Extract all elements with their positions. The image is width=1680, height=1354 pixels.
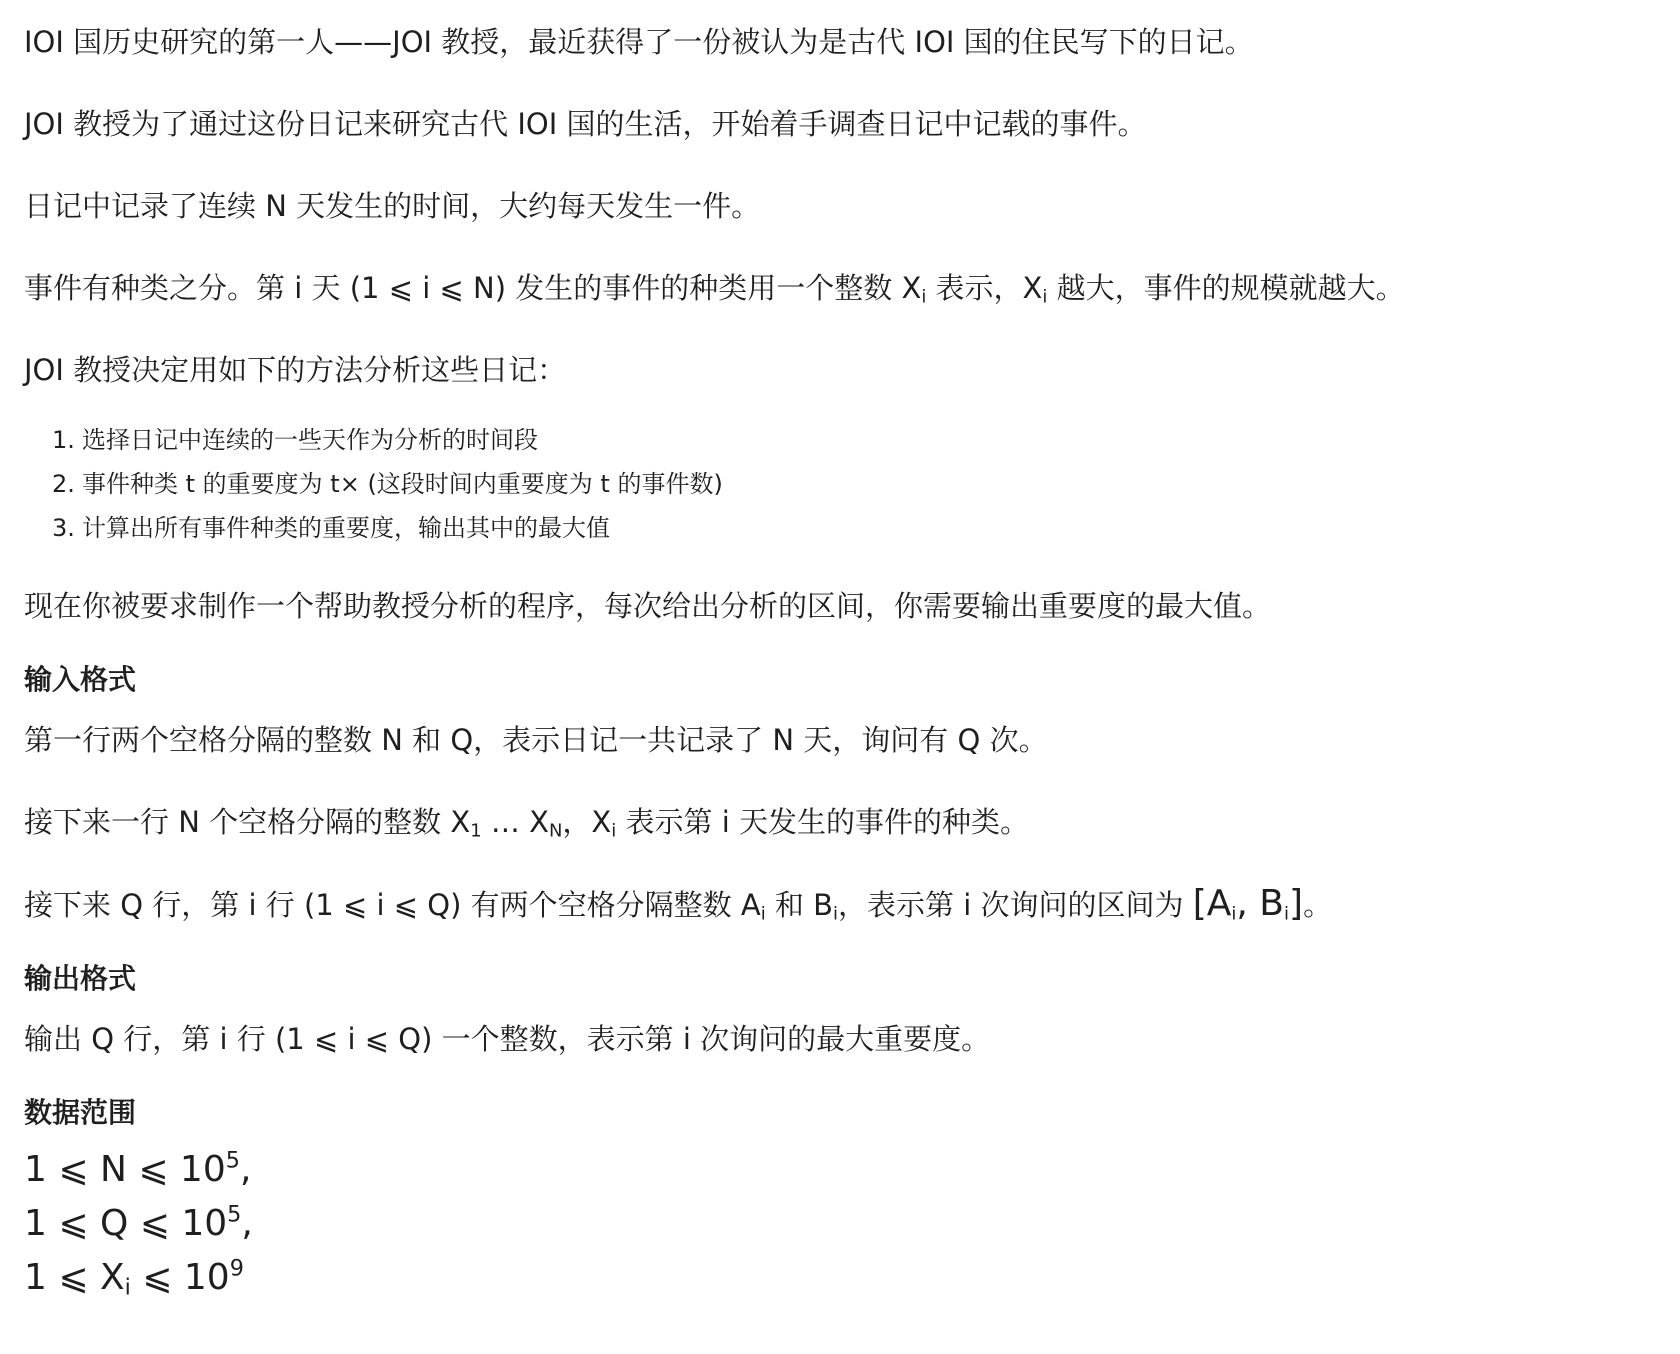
intro-paragraph-5: JOI 教授决定用如下的方法分析这些日记： [24,353,567,387]
output-format-heading: 输出格式 [24,962,137,995]
text-run: 1 ⩽ Q ⩽ 10 [24,1203,228,1244]
text-run: ，X [562,805,612,839]
constraints-block [24,1143,1654,1305]
intro-paragraph-2: JOI 教授为了通过这份日记来研究古代 IOI 国的生活，开始着手调查日记中记载的事件。 [24,107,1147,141]
analysis-steps-list [24,418,1654,550]
subscript: i [921,286,927,308]
interval-open: [A [1192,883,1232,924]
interval-middle: , B [1236,883,1285,924]
text-run: … X [481,805,549,839]
output-line-1: 输出 Q 行，第 i 行 (1 ⩽ i ⩽ Q) 一个整数，表示第 i 次询问的最大重要度。 [24,1022,991,1056]
subscript: i [124,1274,131,1301]
text-run: 。 [1303,888,1333,922]
intro-paragraph-4 [24,268,1654,308]
subscript: i [1042,286,1048,308]
text-run: 表示第 i 天发生的事件的种类。 [616,805,1030,839]
subscript: i [833,903,839,925]
constraint-x [24,1251,1654,1305]
subscript: i [760,903,766,925]
subscript: i [1231,903,1237,925]
list-number: 3. [52,514,75,542]
text-run: 1 ⩽ N ⩽ 10 [24,1149,226,1190]
text-run: 表示，X [926,271,1043,305]
constraints-heading: 数据范围 [24,1096,137,1129]
superscript: 9 [229,1255,244,1282]
text-run: 接下来一行 N 个空格分隔的整数 X [24,805,471,839]
subscript: i [1284,903,1290,925]
constraint-q [24,1197,1654,1251]
input-line-2 [24,802,1654,842]
list-item [52,462,1654,506]
constraint-n [24,1143,1654,1197]
list-number: 1. [52,426,75,454]
text-run: ⩽ 10 [130,1257,230,1298]
list-item [52,506,1654,550]
list-item-text: 事件种类 t 的重要度为 t× (这段时间内重要度为 t 的事件数) [82,470,723,498]
text-run: ，表示第 i 次询问的区间为 [838,888,1193,922]
text-run: 和 B [765,888,834,922]
list-item-text: 选择日记中连续的一些天作为分析的时间段 [82,426,538,454]
intro-paragraph-1: IOI 国历史研究的第一人——JOI 教授，最近获得了一份被认为是古代 IOI 国的住民写下的日记。 [24,25,1254,59]
text-run: 越大，事件的规模就越大。 [1047,271,1405,305]
subscript: N [548,820,563,842]
text-run: , [241,1203,253,1244]
intro-paragraph-3: 日记中记录了连续 N 天发生的时间，大约每天发生一件。 [24,189,761,223]
input-line-1: 第一行两个空格分隔的整数 N 和 Q，表示日记一共记录了 N 天，询问有 Q 次。 [24,723,1048,757]
input-line-3 [24,884,1654,925]
subscript: i [611,820,617,842]
text-run: 事件有种类之分。第 i 天 (1 ⩽ i ⩽ N) 发生的事件的种类用一个整数 X [24,271,922,305]
text-run: 接下来 Q 行，第 i 行 (1 ⩽ i ⩽ Q) 有两个空格分隔整数 A [24,888,761,922]
list-item [52,418,1654,462]
superscript: 5 [227,1201,242,1228]
task-paragraph: 现在你被要求制作一个帮助教授分析的程序，每次给出分析的区间，你需要输出重要度的最大值。 [24,589,1272,623]
text-run: 1 ⩽ X [24,1257,125,1298]
input-format-heading: 输入格式 [24,663,137,696]
subscript: 1 [470,820,482,842]
interval-close: ] [1289,883,1304,924]
superscript: 5 [225,1147,240,1174]
text-run: , [239,1149,252,1190]
list-number: 2. [52,470,75,498]
list-item-text: 计算出所有事件种类的重要度，输出其中的最大值 [82,514,610,542]
